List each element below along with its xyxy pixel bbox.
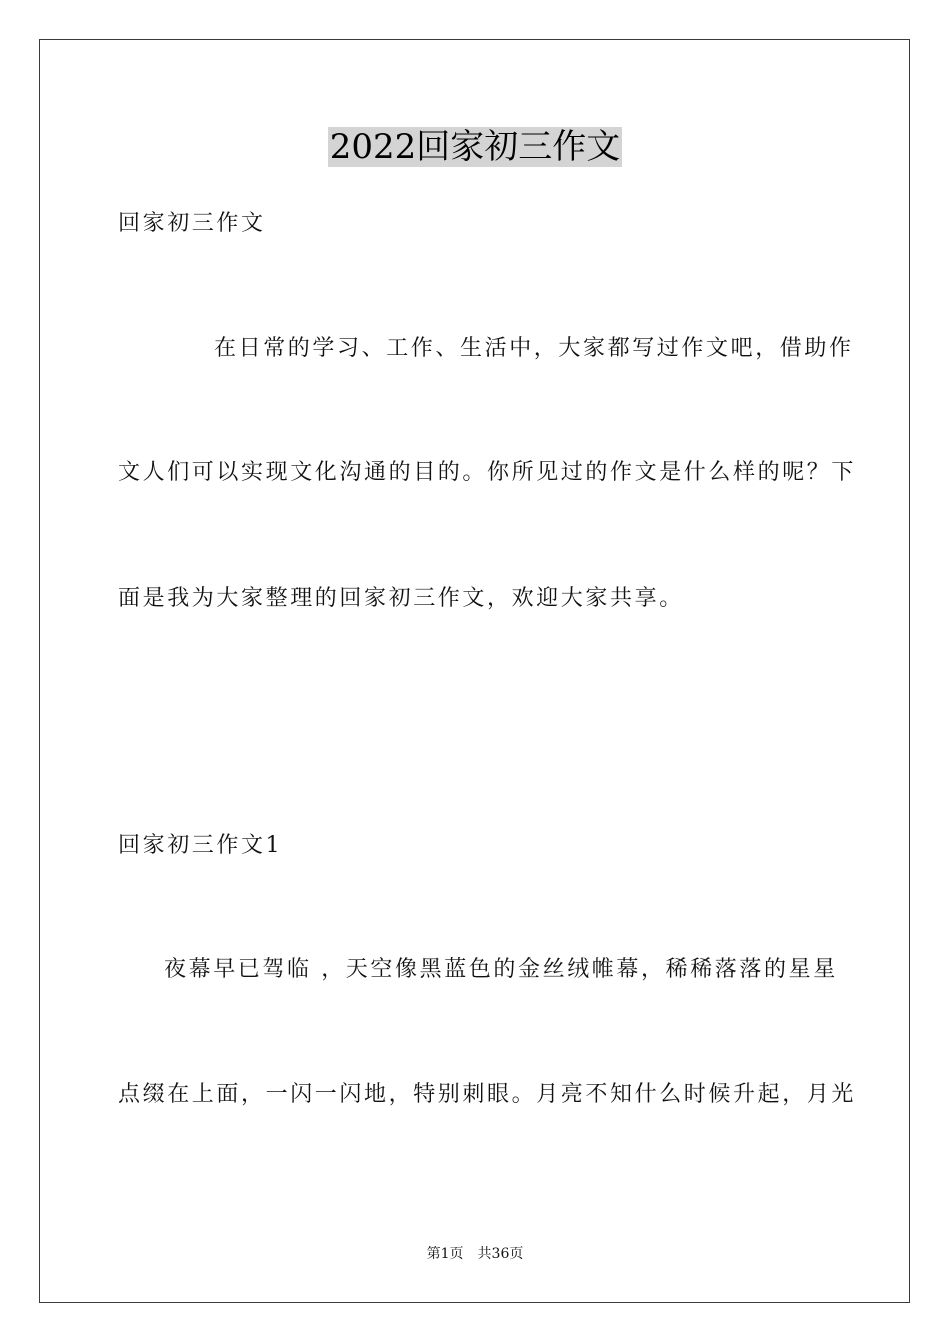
intro-line-1: 在日常的学习、工作、生活中，大家都写过作文吧，借助作 xyxy=(214,336,854,361)
section-line-1: 夜幕早已驾临 ，天空像黑蓝色的金丝绒帷幕，稀稀落落的星星 xyxy=(164,957,838,982)
subtitle: 回家初三作文 xyxy=(118,211,266,236)
intro-line-2: 文人们可以实现文化沟通的目的。你所见过的作文是什么样的呢？下 xyxy=(118,460,857,485)
document-title xyxy=(0,124,950,170)
section-line-2: 点缀在上面，一闪一闪地，特别刺眼。月亮不知什么时候升起，月光 xyxy=(118,1082,857,1107)
page-number-footer: 第1页 共36页 xyxy=(426,1246,524,1262)
document-title-text: 2022回家初三作文 xyxy=(329,127,621,167)
intro-line-3: 面是我为大家整理的回家初三作文，欢迎大家共享。 xyxy=(118,586,684,611)
section-heading: 回家初三作文1 xyxy=(118,833,283,858)
